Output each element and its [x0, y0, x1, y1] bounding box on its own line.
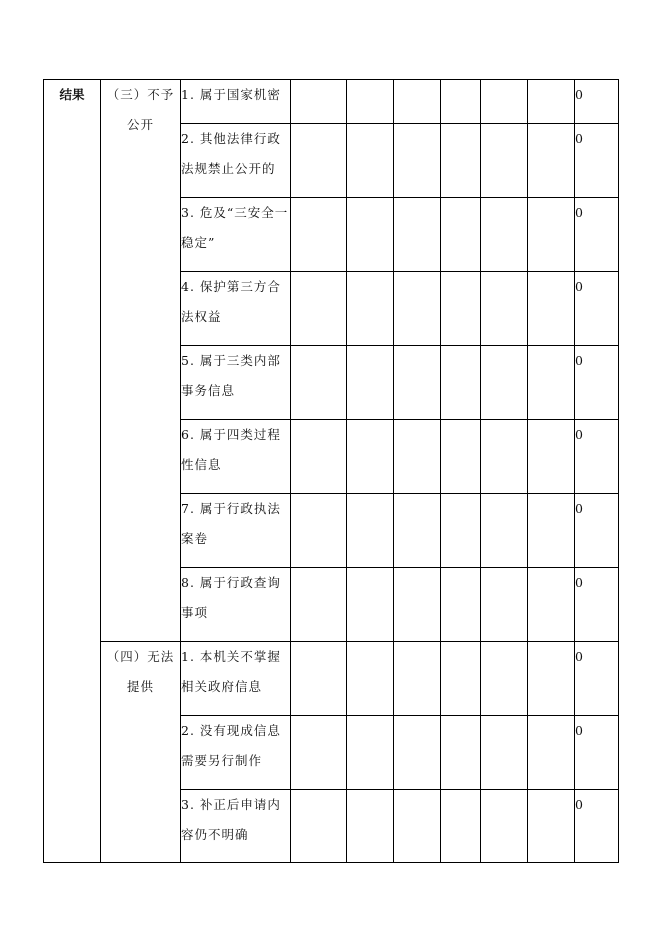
- empty-cell: [394, 420, 441, 494]
- empty-cell: [347, 790, 394, 863]
- empty-cell: [291, 790, 347, 863]
- empty-cell: [394, 272, 441, 346]
- empty-cell: [441, 716, 481, 790]
- empty-cell: [481, 198, 528, 272]
- group-label-not-disclosed: （三）不予公开: [101, 80, 181, 642]
- empty-cell: [481, 790, 528, 863]
- empty-cell: [481, 124, 528, 198]
- table-row: [44, 642, 619, 716]
- result-header: 结果: [44, 80, 101, 863]
- item-label: 4. 保护第三方合法权益: [181, 272, 291, 346]
- disclosure-result-table: [43, 79, 619, 863]
- empty-cell: [394, 494, 441, 568]
- item-label: 1. 属于国家机密: [181, 80, 291, 124]
- empty-cell: [441, 420, 481, 494]
- item-label: 3. 补正后申请内容仍不明确: [181, 790, 291, 863]
- empty-cell: [528, 124, 575, 198]
- empty-cell: [481, 642, 528, 716]
- empty-cell: [347, 494, 394, 568]
- empty-cell: [481, 346, 528, 420]
- empty-cell: [394, 790, 441, 863]
- empty-cell: [441, 272, 481, 346]
- empty-cell: [291, 716, 347, 790]
- empty-cell: [481, 420, 528, 494]
- empty-cell: [441, 346, 481, 420]
- empty-cell: [347, 642, 394, 716]
- item-value: 0: [575, 790, 619, 863]
- empty-cell: [441, 198, 481, 272]
- empty-cell: [394, 80, 441, 124]
- empty-cell: [291, 124, 347, 198]
- empty-cell: [528, 716, 575, 790]
- item-label: 1. 本机关不掌握相关政府信息: [181, 642, 291, 716]
- empty-cell: [481, 272, 528, 346]
- empty-cell: [291, 346, 347, 420]
- empty-cell: [441, 80, 481, 124]
- item-value: 0: [575, 568, 619, 642]
- empty-cell: [347, 272, 394, 346]
- empty-cell: [528, 420, 575, 494]
- item-value: 0: [575, 716, 619, 790]
- item-label: 8. 属于行政查询事项: [181, 568, 291, 642]
- item-value: 0: [575, 346, 619, 420]
- item-label: 3. 危及“三安全一稳定”: [181, 198, 291, 272]
- table-row: [44, 80, 619, 124]
- empty-cell: [347, 568, 394, 642]
- empty-cell: [481, 494, 528, 568]
- empty-cell: [347, 420, 394, 494]
- item-label: 5. 属于三类内部事务信息: [181, 346, 291, 420]
- empty-cell: [347, 198, 394, 272]
- empty-cell: [394, 346, 441, 420]
- item-value: 0: [575, 420, 619, 494]
- empty-cell: [528, 346, 575, 420]
- empty-cell: [394, 198, 441, 272]
- empty-cell: [291, 420, 347, 494]
- empty-cell: [291, 198, 347, 272]
- empty-cell: [528, 80, 575, 124]
- empty-cell: [291, 642, 347, 716]
- item-value: 0: [575, 198, 619, 272]
- empty-cell: [347, 124, 394, 198]
- empty-cell: [481, 80, 528, 124]
- empty-cell: [291, 494, 347, 568]
- item-value: 0: [575, 272, 619, 346]
- empty-cell: [394, 642, 441, 716]
- item-value: 0: [575, 124, 619, 198]
- item-label: 2. 其他法律行政法规禁止公开的: [181, 124, 291, 198]
- empty-cell: [347, 716, 394, 790]
- item-label: 2. 没有现成信息需要另行制作: [181, 716, 291, 790]
- item-value: 0: [575, 80, 619, 124]
- empty-cell: [528, 568, 575, 642]
- empty-cell: [441, 124, 481, 198]
- group-label-unable-to-provide: （四）无法提供: [101, 642, 181, 863]
- empty-cell: [528, 494, 575, 568]
- empty-cell: [441, 642, 481, 716]
- empty-cell: [528, 272, 575, 346]
- empty-cell: [528, 790, 575, 863]
- empty-cell: [441, 790, 481, 863]
- empty-cell: [347, 80, 394, 124]
- empty-cell: [441, 494, 481, 568]
- empty-cell: [528, 642, 575, 716]
- item-label: 6. 属于四类过程性信息: [181, 420, 291, 494]
- empty-cell: [394, 124, 441, 198]
- empty-cell: [291, 568, 347, 642]
- empty-cell: [291, 272, 347, 346]
- empty-cell: [291, 80, 347, 124]
- item-value: 0: [575, 642, 619, 716]
- empty-cell: [481, 716, 528, 790]
- empty-cell: [528, 198, 575, 272]
- empty-cell: [394, 716, 441, 790]
- empty-cell: [481, 568, 528, 642]
- empty-cell: [441, 568, 481, 642]
- item-label: 7. 属于行政执法案卷: [181, 494, 291, 568]
- empty-cell: [394, 568, 441, 642]
- item-value: 0: [575, 494, 619, 568]
- empty-cell: [347, 346, 394, 420]
